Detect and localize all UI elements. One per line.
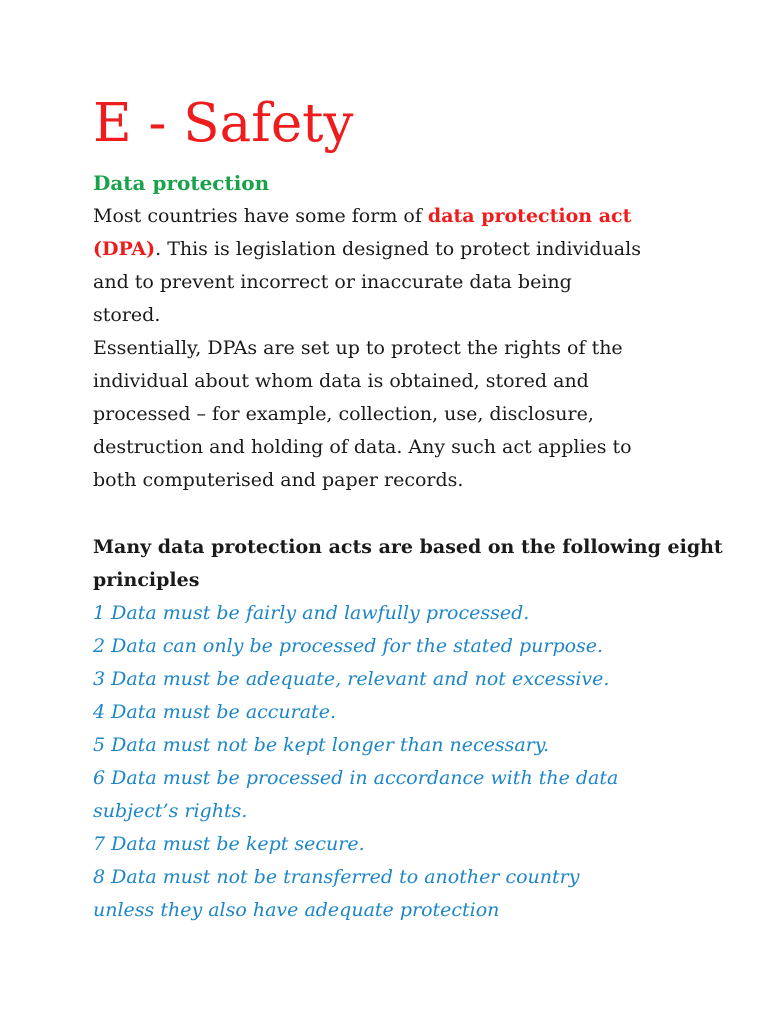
principles-heading: Many data protection acts are based on the following eight: [93, 536, 723, 558]
principle-item: 5 Data must not be kept longer than necessary.: [93, 734, 550, 756]
paragraph-line: Essentially, DPAs are set up to protect the rights of the: [93, 337, 623, 359]
principle-item: unless they also have adequate protection: [93, 899, 500, 921]
paragraph-line: processed – for example, collection, use, disclosure,: [93, 403, 594, 425]
paragraph-line: destruction and holding of data. Any such act applies to: [93, 436, 632, 458]
paragraph-line: [93, 234, 641, 264]
principle-item: 4 Data must be accurate.: [93, 701, 336, 723]
principle-item: 3 Data must be adequate, relevant and not excessive.: [93, 668, 610, 690]
principle-item: 1 Data must be fairly and lawfully processed.: [93, 602, 530, 624]
highlight-dpa-abbrev: (DPA): [93, 238, 156, 260]
principle-item: 8 Data must not be transferred to another country: [93, 866, 580, 888]
principle-item: 2 Data can only be processed for the stated purpose.: [93, 635, 604, 657]
paragraph-line: stored.: [93, 304, 161, 326]
text-run: Most countries have some form of: [93, 205, 428, 227]
text-run: . This is legislation designed to protect individuals: [155, 238, 641, 260]
section-heading-data-protection: Data protection: [93, 171, 270, 195]
principle-item: subject’s rights.: [93, 800, 248, 822]
highlight-dpa-term: data protection act: [427, 205, 632, 227]
paragraph-line: both computerised and paper records.: [93, 469, 464, 491]
paragraph-line: and to prevent incorrect or inaccurate data being: [93, 271, 572, 293]
principles-heading: principles: [93, 569, 200, 591]
paragraph-line: [93, 201, 631, 231]
principle-item: 7 Data must be kept secure.: [93, 833, 365, 855]
principle-item: 6 Data must be processed in accordance with the data: [93, 767, 619, 789]
paragraph-line: individual about whom data is obtained, stored and: [93, 370, 589, 392]
page-title: E - Safety: [93, 93, 354, 154]
